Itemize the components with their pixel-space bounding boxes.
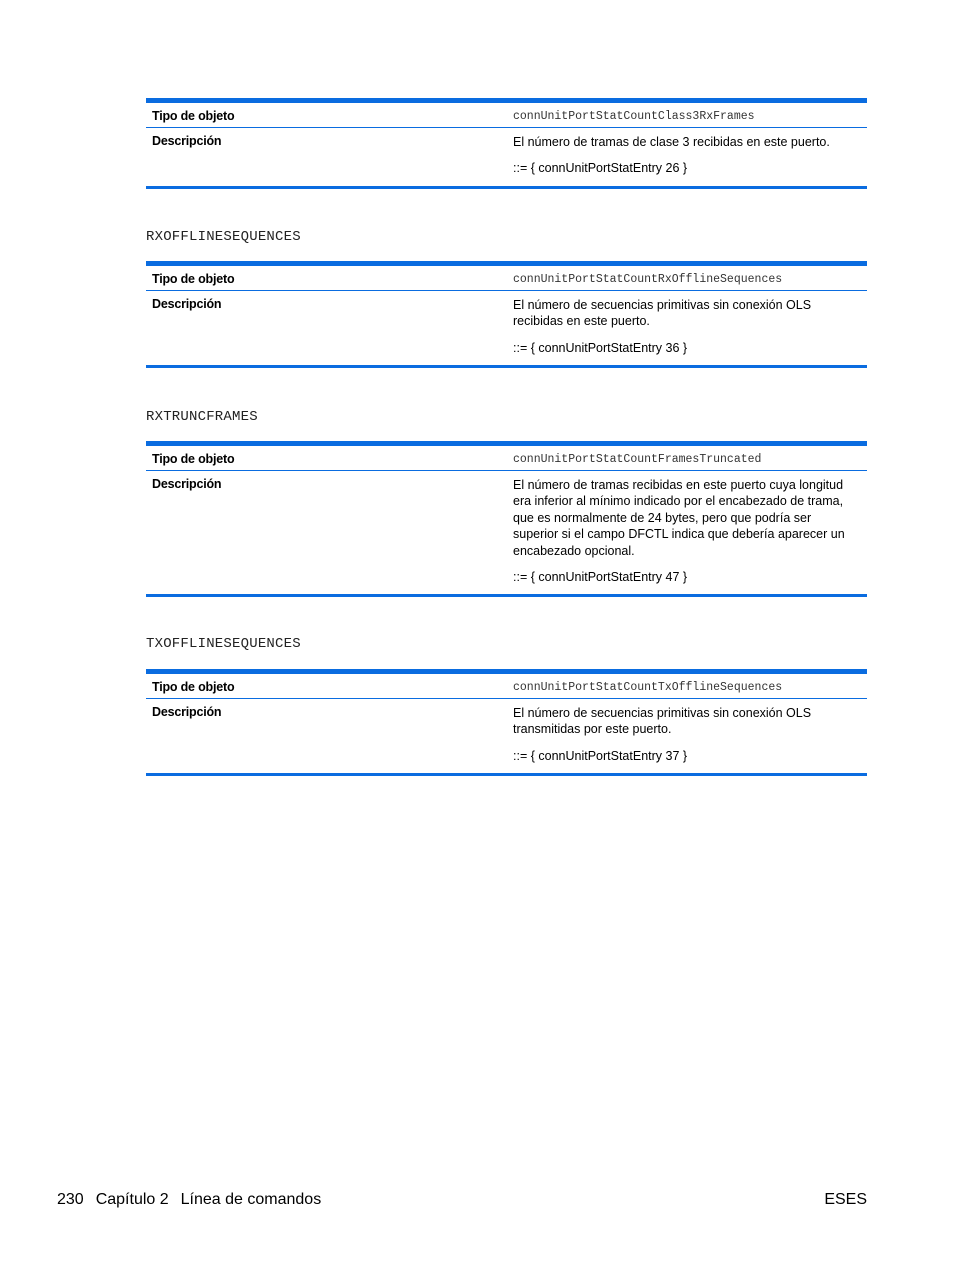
description-row (146, 128, 867, 188)
description-cell (513, 471, 867, 596)
description-row (146, 471, 867, 596)
entry-definition: ::= { connUnitPortStatEntry 47 } (513, 570, 688, 585)
description-label: Descripción (152, 134, 222, 148)
entry-definition: ::= { connUnitPortStatEntry 36 } (513, 340, 688, 355)
description-cell (513, 128, 867, 188)
type-value: connUnitPortStatCountTxOfflineSequences (513, 672, 867, 699)
object-table-rxofflinesequences (146, 261, 867, 368)
description-cell (513, 699, 867, 775)
type-label: Tipo de objeto (146, 264, 513, 291)
type-value: connUnitPortStatCountFramesTruncated (513, 444, 867, 471)
description-cell (513, 291, 867, 367)
type-label: Tipo de objeto (146, 101, 513, 128)
description-text: El número de secuencias primitivas sin conexión OLS transmitidas por este puerto. (513, 706, 812, 737)
chapter-title: Línea de comandos (180, 1191, 322, 1208)
description-label: Descripción (152, 705, 222, 719)
type-row (146, 444, 867, 471)
section-heading-rxofflinesequences: RXOFFLINESEQUENCES (146, 229, 301, 245)
type-label: Tipo de objeto (146, 672, 513, 699)
type-row (146, 101, 867, 128)
locale-code: ESES (824, 1191, 867, 1208)
type-label: Tipo de objeto (146, 444, 513, 471)
page-number: 230 (57, 1191, 84, 1208)
description-text: El número de tramas de clase 3 recibidas en este puerto. (513, 135, 830, 149)
object-table-rxtruncframes (146, 441, 867, 597)
section-heading-txofflinesequences: TXOFFLINESEQUENCES (146, 636, 301, 652)
type-value: connUnitPortStatCountRxOfflineSequences (513, 264, 867, 291)
type-row (146, 672, 867, 699)
description-label: Descripción (152, 297, 222, 311)
type-row (146, 264, 867, 291)
chapter-label: Capítulo 2 (95, 1191, 169, 1208)
type-value: connUnitPortStatCountClass3RxFrames (513, 101, 867, 128)
object-table-class3rxframes (146, 98, 867, 189)
description-label: Descripción (152, 477, 222, 491)
description-row (146, 291, 867, 367)
description-text: El número de tramas recibidas en este puerto cuya longitud era inferior al mínimo indicado por el encabezado de trama, que es normalmente de 24 bytes, pero que podría ser superior si el campo DFCTL indica que debería aparecer un encabezado opcional. (513, 478, 845, 558)
entry-definition: ::= { connUnitPortStatEntry 37 } (513, 748, 688, 763)
section-heading-rxtruncframes: RXTRUNCFRAMES (146, 409, 258, 425)
object-table-txofflinesequences (146, 669, 867, 776)
description-row (146, 699, 867, 775)
page-footer (57, 1191, 333, 1209)
entry-definition: ::= { connUnitPortStatEntry 26 } (513, 161, 688, 176)
description-text: El número de secuencias primitivas sin conexión OLS recibidas en este puerto. (513, 298, 812, 329)
